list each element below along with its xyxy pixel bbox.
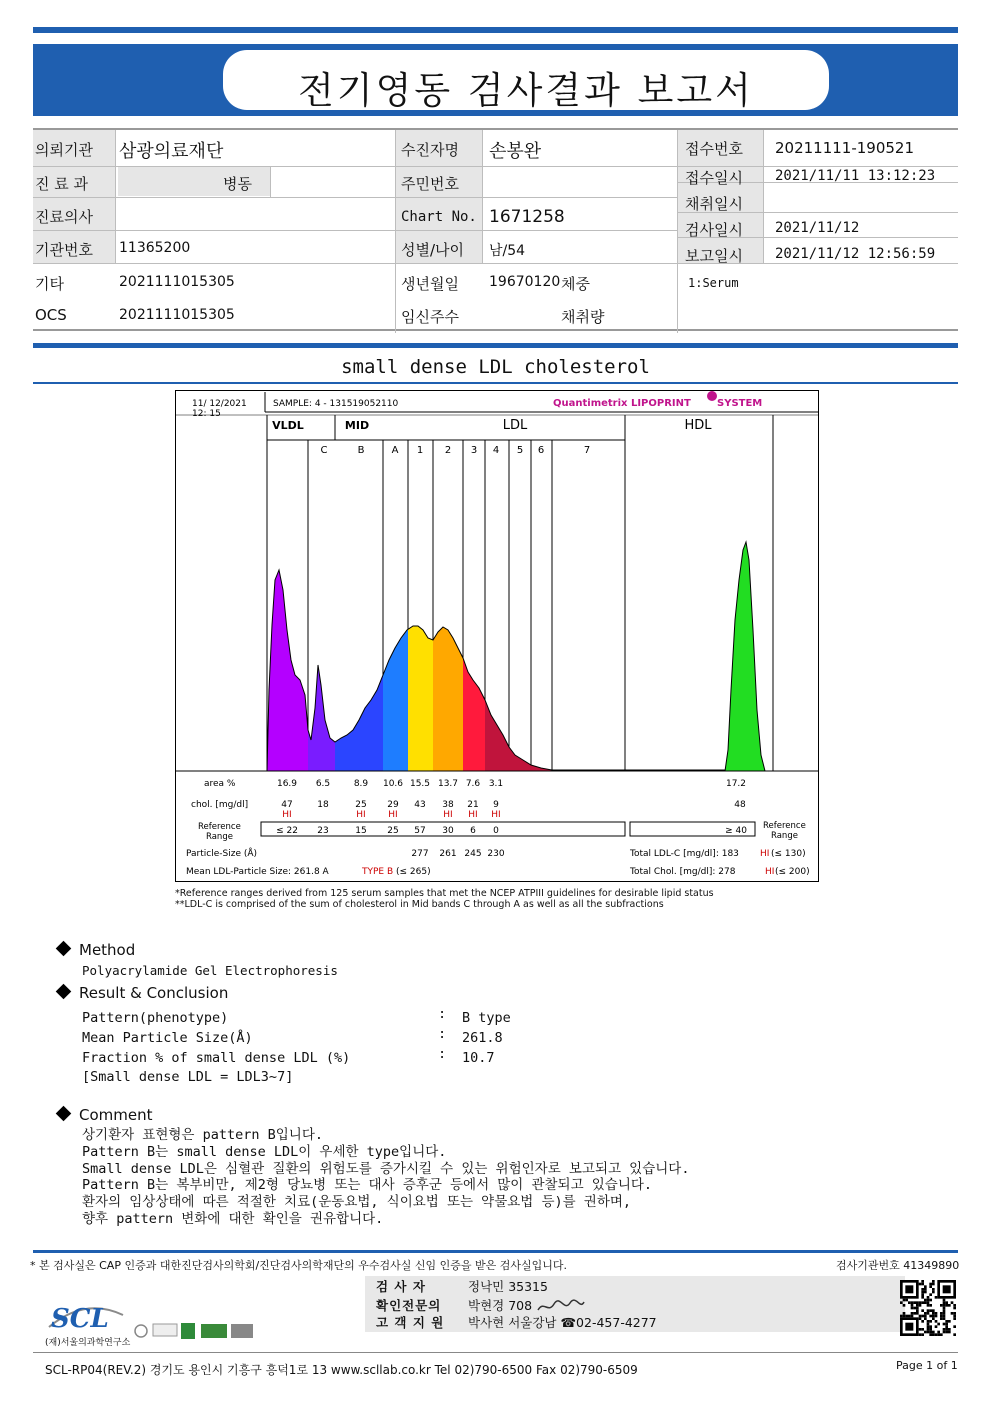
result-key: Pattern(phenotype) xyxy=(82,1010,229,1026)
confirm-row: 확인전문의 박현경 708 xyxy=(376,1296,586,1316)
band-label: C xyxy=(320,445,328,456)
group-label: HDL xyxy=(684,418,712,433)
chart-date: 11/ 12/2021 xyxy=(192,399,247,409)
report-datetime-value: 2021/11/12 12:56:59 xyxy=(775,246,936,262)
mean-ref: (≤ 265) xyxy=(396,867,431,877)
chart-time: 12: 15 xyxy=(192,409,221,419)
patient-info-table xyxy=(33,128,958,331)
receipt-number-value: 20211111-190521 xyxy=(775,139,915,157)
total-ldl: Total LDL-C [mg/dl]: 183 xyxy=(630,849,739,859)
comment-line: 환자의 임상상태에 따른 적절한 치료(운동요법, 식이요법 또는 약물요법 등)를 권하며, xyxy=(82,1194,632,1211)
comment-line: Pattern B는 복부비만, 제2형 당뇨병 또는 대사 증후군 등에서 많이 관찰되고 있습니다. xyxy=(82,1177,653,1194)
diamond-bullet-icon xyxy=(56,941,72,957)
chart-brand: Quantimetrix LIPOPRINT xyxy=(553,398,691,409)
ref-value: 23 xyxy=(317,826,329,836)
diamond-bullet-icon xyxy=(56,1106,72,1122)
ref-value: 15 xyxy=(355,826,367,836)
note-ldl: **LDL-C is comprised of the sum of cholesterol in Mid bands C through A as well as all the subfractions xyxy=(175,899,664,910)
label-ocs: OCS xyxy=(35,306,67,324)
label-resident-number: 주민번호 xyxy=(401,175,459,193)
scl-logo-icon xyxy=(45,1297,125,1333)
ref-label-right: Reference xyxy=(763,821,806,831)
bottom-line xyxy=(33,1352,958,1353)
ref-label-right: Range xyxy=(771,831,798,841)
specimen-value: 1:Serum xyxy=(688,276,739,290)
accreditation-logos-icon xyxy=(133,1320,258,1342)
sex-age-value: 남/54 xyxy=(489,243,526,259)
total-ldl-ref: (≤ 130) xyxy=(771,849,806,859)
chol-label: chol. [mg/dl] xyxy=(191,800,249,810)
size-value: 230 xyxy=(487,849,505,859)
comment-line: Pattern B는 small dense LDL이 우세한 type입니다. xyxy=(82,1143,447,1160)
band-label: 5 xyxy=(516,445,524,456)
mean-type: TYPE B xyxy=(362,867,394,877)
comment-heading: Comment xyxy=(58,1106,153,1124)
ref-value: ≤ 22 xyxy=(276,826,298,836)
area-value: 6.5 xyxy=(315,779,331,789)
total-chol-ref: (≤ 200) xyxy=(775,867,810,877)
group-label: VLDL xyxy=(272,419,304,432)
comment-line: Small dense LDL은 심혈관 질환의 위험도를 증가시킬 수 있는 위험인자로 보고되고 있습니다. xyxy=(82,1160,690,1177)
top-rule xyxy=(33,27,958,33)
density-region xyxy=(408,626,433,771)
size-value: 277 xyxy=(411,849,429,859)
address-line: SCL-RP04(REV.2) 경기도 용인시 기흥구 흥덕1로 13 www.scllab.co.kr Tel 02)790-6500 Fax 02)790-6509 xyxy=(45,1363,638,1377)
chart-sample: SAMPLE: 4 - 131519052110 xyxy=(273,399,399,409)
diamond-bullet-icon xyxy=(56,984,72,1000)
result-colon: : xyxy=(438,1046,447,1062)
chol-value: 38 xyxy=(442,800,454,810)
area-value: 15.5 xyxy=(409,779,431,789)
label-sex-age: 성별/나이 xyxy=(401,241,465,259)
label-institution: 의뢰기관 xyxy=(35,141,93,159)
receipt-datetime-value: 2021/11/11 13:12:23 xyxy=(775,168,936,184)
chol-value: 25 xyxy=(355,800,367,810)
group-label: LDL xyxy=(502,418,528,433)
ref-label: Range xyxy=(206,832,233,842)
chol-value: 21 xyxy=(467,800,479,810)
ref-value: 30 xyxy=(442,826,454,836)
total-chol: Total Chol. [mg/dl]: 278 xyxy=(630,867,736,877)
label-chart-no: Chart No. xyxy=(401,209,477,225)
area-value: 3.1 xyxy=(488,779,504,789)
chart-brand-suffix: SYSTEM xyxy=(717,398,763,409)
result-value: 261.8 xyxy=(462,1030,503,1046)
result-heading: Result & Conclusion xyxy=(58,984,228,1002)
result-key: Mean Particle Size(Å) xyxy=(82,1030,253,1046)
ref-value: 25 xyxy=(387,826,399,836)
title-box xyxy=(223,50,829,110)
result-colon: : xyxy=(438,1006,447,1022)
group-label: MID xyxy=(344,419,370,432)
size-label: Particle-Size (Å) xyxy=(186,849,258,859)
result-key: Fraction % of small dense LDL (%) xyxy=(82,1050,351,1066)
result-value: 10.7 xyxy=(462,1050,495,1066)
chol-value: 47 xyxy=(281,800,293,810)
size-value: 261 xyxy=(439,849,457,859)
tester-row: 검 사 자 정낙민 35315 xyxy=(376,1279,548,1294)
band-label: 7 xyxy=(583,445,591,456)
band-label: 3 xyxy=(470,445,478,456)
label-collection-datetime: 채취일시 xyxy=(685,195,743,213)
label-institution-code: 기관번호 xyxy=(35,241,93,259)
registered-mark xyxy=(707,391,717,401)
label-department: 진 료 과 xyxy=(35,175,89,193)
test-date-value: 2021/11/12 xyxy=(775,220,860,236)
area-value: 7.6 xyxy=(465,779,481,789)
page-title: 전기영동 검사결과 보고서 xyxy=(298,69,754,112)
section-title: small dense LDL cholesterol xyxy=(341,356,650,378)
chart-notes xyxy=(175,888,714,910)
hdl-area-value: 17.2 xyxy=(725,779,747,789)
comment-text xyxy=(82,1127,689,1228)
support-row: 고 객 지 원 박사현 서울강남 ☎02-457-4277 xyxy=(376,1315,657,1330)
hi-flag: HI xyxy=(491,810,501,820)
label-receipt-number: 접수번호 xyxy=(685,140,743,158)
result-colon: : xyxy=(438,1026,447,1042)
title-banner xyxy=(33,44,958,116)
chol-value: 29 xyxy=(387,800,399,810)
area-label: area % xyxy=(204,779,236,789)
chol-value: 18 xyxy=(317,800,329,810)
total-ldl-flag: HI xyxy=(760,849,770,859)
label-report-datetime: 보고일시 xyxy=(685,247,743,265)
note-reference: *Reference ranges derived from 125 serum samples that met the NCEP ATPIII guidelines for desirable lipid status xyxy=(175,888,714,899)
patient-name-value: 손봉완 xyxy=(489,141,542,162)
ocs-value: 2021111015305 xyxy=(119,307,235,323)
accreditation-note: * 본 검사실은 CAP 인증과 대한진단검사의학회/진단검사의학재단의 우수검사실 신임 인증을 받은 검사실입니다. xyxy=(30,1259,568,1272)
hi-flag: HI xyxy=(468,810,478,820)
qr-code-icon xyxy=(900,1280,956,1336)
hi-flag: HI xyxy=(443,810,453,820)
label-etc: 기타 xyxy=(35,275,64,293)
method-text: Polyacrylamide Gel Electrophoresis xyxy=(82,963,338,978)
hi-flag: HI xyxy=(388,810,398,820)
page-number: Page 1 of 1 xyxy=(896,1359,958,1372)
ref-value: 0 xyxy=(493,826,499,836)
label-receipt-datetime: 접수일시 xyxy=(685,169,743,187)
area-value: 16.9 xyxy=(276,779,298,789)
band-label: A xyxy=(391,445,399,456)
section-rule xyxy=(33,343,958,348)
etc-value: 2021111015305 xyxy=(119,274,235,290)
ref-label: Reference xyxy=(198,822,241,832)
label-patient-name: 수진자명 xyxy=(401,141,459,159)
institution-value: 삼광의료재단 xyxy=(119,141,224,162)
label-weight: 체중 xyxy=(561,275,590,293)
hdl-ref-value: ≥ 40 xyxy=(725,826,747,836)
size-value: 245 xyxy=(464,849,482,859)
lab-code: 검사기관번호 41349890 xyxy=(836,1259,960,1272)
area-value: 8.9 xyxy=(353,779,369,789)
mean-size: Mean LDL-Particle Size: 261.8 A xyxy=(186,867,329,877)
section-underline xyxy=(33,382,958,384)
chart-no-value: 1671258 xyxy=(489,207,565,227)
band-label: 6 xyxy=(537,445,545,456)
label-birth-date: 생년월일 xyxy=(401,275,459,293)
method-heading: Method xyxy=(58,941,135,959)
birth-date-value: 19670120 xyxy=(489,274,561,290)
label-test-date: 검사일시 xyxy=(685,221,743,239)
band-label: B xyxy=(357,445,365,456)
footer-rule xyxy=(33,1250,958,1253)
comment-line: 향후 pattern 변화에 대한 확인을 권유합니다. xyxy=(82,1210,384,1227)
scl-logo: SCL (재)서울의과학연구소 xyxy=(45,1297,130,1348)
result-value: B type xyxy=(462,1010,511,1026)
ref-value: 6 xyxy=(470,826,476,836)
band-label: 2 xyxy=(444,445,452,456)
label-doctor: 진료의사 xyxy=(35,208,93,226)
chol-value: 43 xyxy=(414,800,426,810)
hdl-chol-value: 48 xyxy=(734,800,746,810)
label-collection-volume: 채취량 xyxy=(561,308,605,326)
chol-value: 9 xyxy=(493,800,499,810)
hi-flag: HI xyxy=(356,810,366,820)
band-label: 4 xyxy=(492,445,500,456)
total-chol-flag: HI xyxy=(765,867,775,877)
area-value: 10.6 xyxy=(382,779,404,789)
ref-value: 57 xyxy=(414,826,426,836)
band-label: 1 xyxy=(416,445,424,456)
comment-line: 상기환자 표현형은 pattern B입니다. xyxy=(82,1127,323,1143)
lipoprint-chart xyxy=(175,390,819,882)
area-value: 13.7 xyxy=(437,779,459,789)
hi-flag: HI xyxy=(282,810,292,820)
svg-text:SCL: SCL xyxy=(51,1304,109,1333)
result-note: [Small dense LDL = LDL3~7] xyxy=(82,1069,294,1085)
institution-code-value: 11365200 xyxy=(119,240,191,256)
label-pregnancy-weeks: 임신주수 xyxy=(401,308,459,326)
department-value: 병동 xyxy=(223,175,252,193)
